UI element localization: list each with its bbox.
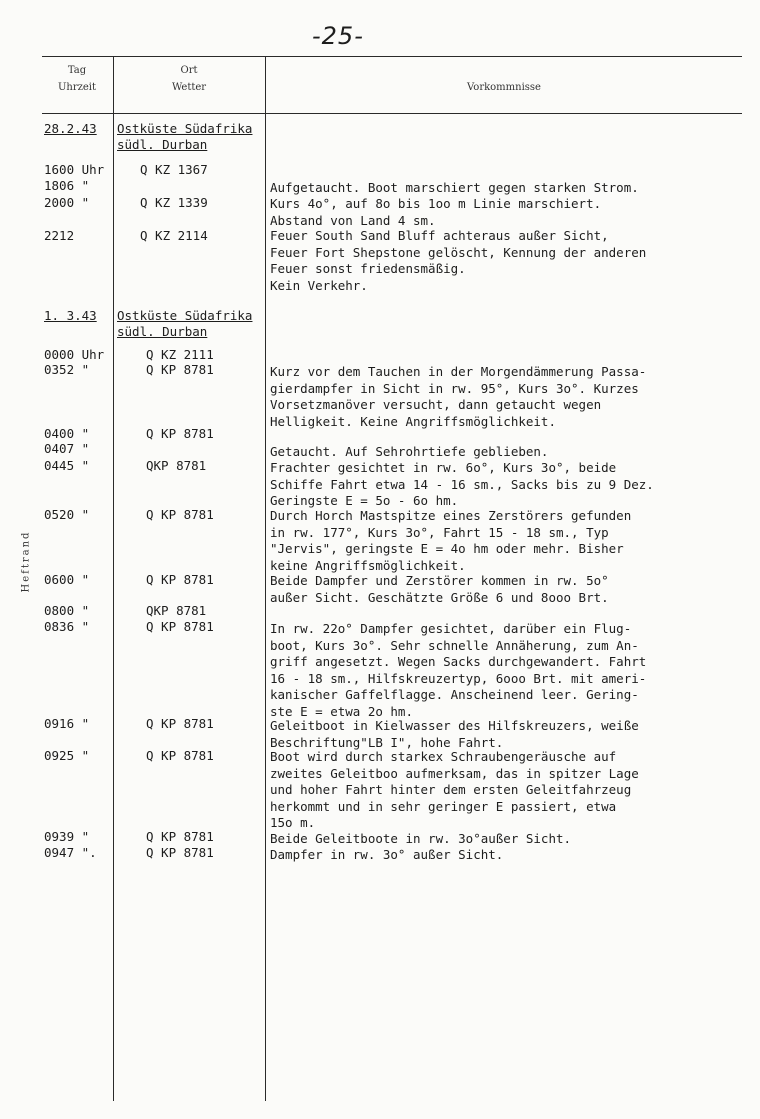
entry-time: 2212	[44, 228, 75, 243]
entry-ort: QKP 8781	[146, 458, 207, 473]
entry-ort: Q KP 8781	[146, 716, 214, 731]
margin-label: Heftrand	[20, 530, 32, 593]
entry-ort: Q KZ 1339	[140, 195, 208, 210]
entry-ort: Q KP 8781	[146, 507, 214, 522]
section-place-line1: Ostküste Südafrika	[117, 121, 253, 136]
header-tag-uhrzeit: Tag Uhrzeit	[57, 65, 97, 93]
entry-time: 0352 "	[44, 362, 90, 377]
entry-ort: Q KP 8781	[146, 748, 214, 763]
entry-ort: Q KZ 2111	[146, 347, 214, 362]
entry-ort: Q KP 8781	[146, 619, 214, 634]
entry-text: Dampfer in rw. 3o° außer Sicht.	[270, 847, 504, 862]
entry-ort: Q KP 8781	[146, 572, 214, 587]
entry-time: 1600 Uhr	[44, 162, 105, 177]
entry-text: Geleitboot in Kielwasser des Hilfskreuzers, weiße Beschriftung"LB I", hohe Fahrt.	[270, 718, 639, 750]
entry-ort: Q KP 8781	[146, 845, 214, 860]
column-divider-2	[265, 56, 266, 1101]
entry-text: Kurz vor dem Tauchen in der Morgendämmerung Passa- gierdampfer in Sicht in rw. 95°, Kurs 3o°. Kurzes Vorsetzmanöver versucht, dann getaucht wegen Helligkeit. Keine Angriffsmöglichkeit.	[270, 364, 647, 429]
entry-text: Beide Dampfer und Zerstörer kommen in rw. 5o° außer Sicht. Geschätzte Größe 6 und 8ooo Brt.	[270, 573, 609, 605]
entry-time: 0800 "	[44, 603, 90, 618]
entry-text: Frachter gesichtet in rw. 6o°, Kurs 3o°, beide Schiffe Fahrt etwa 14 - 16 sm., Sacks bis zu 9 Dez. Geringste E = 5o - 6o hm.	[270, 460, 654, 508]
entry-time: 0407 "	[44, 441, 90, 456]
section-place-line2: südl. Durban	[117, 137, 208, 152]
header-ort-wetter: Ort Wetter	[171, 65, 207, 93]
entry-text: Getaucht. Auf Sehrohrtiefe geblieben.	[270, 444, 549, 459]
entry-text: Beide Geleitboote in rw. 3o°außer Sicht.	[270, 831, 572, 846]
table-top-rule	[42, 56, 742, 57]
header-bottom-rule	[42, 113, 742, 114]
entry-time: 0836 "	[44, 619, 90, 634]
entry-time: 0000 Uhr	[44, 347, 105, 362]
entry-text: Kurs 4o°, auf 8o bis 1oo m Linie marschiert. Abstand von Land 4 sm.	[270, 196, 602, 228]
entry-ort: Q KP 8781	[146, 362, 214, 377]
entry-time: 0947 ".	[44, 845, 97, 860]
entry-text: Durch Horch Mastspitze eines Zerstörers gefunden in rw. 177°, Kurs 3o°, Fahrt 15 - 18 sm., Typ "Jervis", geringste E = 4o hm oder mehr. Bisher keine Angriffsmöglichkeit.	[270, 508, 632, 573]
header-vorkommnisse: Vorkommnisse	[467, 82, 541, 93]
entry-ort: Q KP 8781	[146, 829, 214, 844]
entry-ort: Q KP 8781	[146, 426, 214, 441]
entry-time: 0520 "	[44, 507, 90, 522]
entry-text: Aufgetaucht. Boot marschiert gegen starken Strom.	[270, 180, 639, 195]
entry-ort: Q KZ 1367	[140, 162, 208, 177]
section-place-line2: südl. Durban	[117, 324, 208, 339]
entry-text: Boot wird durch starkex Schraubengeräusche auf zweites Geleitboo aufmerksam, das in spitzer Lage und hoher Fahrt hinter dem ersten Geleitfahrzeug herkommt und in sehr geringer E passiert, etwa 15o m.	[270, 749, 639, 830]
section-date: 1. 3.43	[44, 308, 97, 323]
entry-time: 0939 "	[44, 829, 90, 844]
section-date: 28.2.43	[44, 121, 97, 136]
entry-time: 0916 "	[44, 716, 90, 731]
entry-time: 0600 "	[44, 572, 90, 587]
page-number: -25-	[312, 22, 364, 50]
entry-text: Feuer South Sand Bluff achteraus außer Sicht, Feuer Fort Shepstone gelöscht, Kennung der anderen Feuer sonst friedensmäßig. Kein Verkehr.	[270, 228, 647, 293]
entry-time: 0925 "	[44, 748, 90, 763]
column-divider-1	[113, 56, 114, 1101]
entry-text: In rw. 22o° Dampfer gesichtet, darüber ein Flug- boot, Kurs 3o°. Sehr schnelle Annäherung, zum An- griff angesetzt. Wegen Sacks durchgewandert. Fahrt 16 - 18 sm., Hilfskreuzertyp, 6ooo Brt. mit ameri- kanischer Gaffelflagge. Anscheinend leer. Gering- ste E = etwa 2o hm.	[270, 621, 647, 719]
entry-ort: Q KZ 2114	[140, 228, 208, 243]
entry-time: 2000 "	[44, 195, 90, 210]
entry-time: 0445 "	[44, 458, 90, 473]
entry-ort: QKP 8781	[146, 603, 207, 618]
entry-time: 0400 "	[44, 426, 90, 441]
entry-time: 1806 "	[44, 178, 90, 193]
section-place-line1: Ostküste Südafrika	[117, 308, 253, 323]
